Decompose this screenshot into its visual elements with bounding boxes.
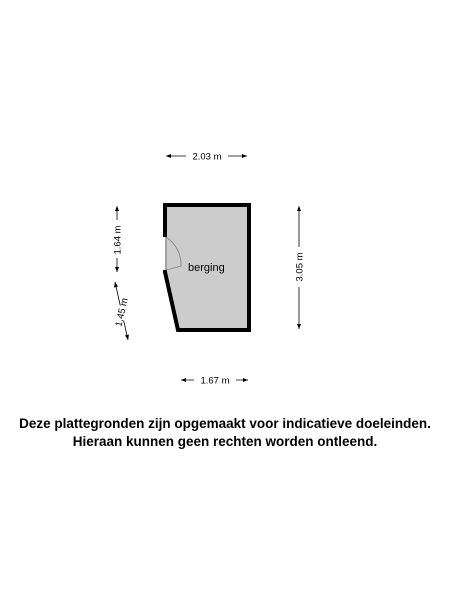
disclaimer-line-2: Hieraan kunnen geen rechten worden ontleend.	[72, 434, 378, 449]
disclaimer-line-1: Deze plattegronden zijn opgemaakt voor indicatieve doeleinden.	[19, 416, 431, 431]
disclaimer	[0, 415, 450, 451]
dimension-right-height	[292, 206, 306, 329]
dimension-top-width-label: 2.03 m	[192, 151, 222, 163]
dimension-top-width	[166, 149, 247, 163]
dimension-left-upper-height-label: 1.64 m	[112, 225, 124, 255]
dimension-left-lower-diagonal	[101, 282, 141, 340]
dimension-left-upper-height	[110, 206, 124, 272]
dimension-right-height-label: 3.05 m	[294, 252, 306, 282]
room-label: berging	[188, 262, 225, 274]
dimension-bottom-width	[181, 373, 248, 387]
dimension-left-lower-diagonal-label: 1,45 m	[113, 297, 131, 328]
dimension-bottom-width-label: 1.67 m	[200, 375, 230, 387]
